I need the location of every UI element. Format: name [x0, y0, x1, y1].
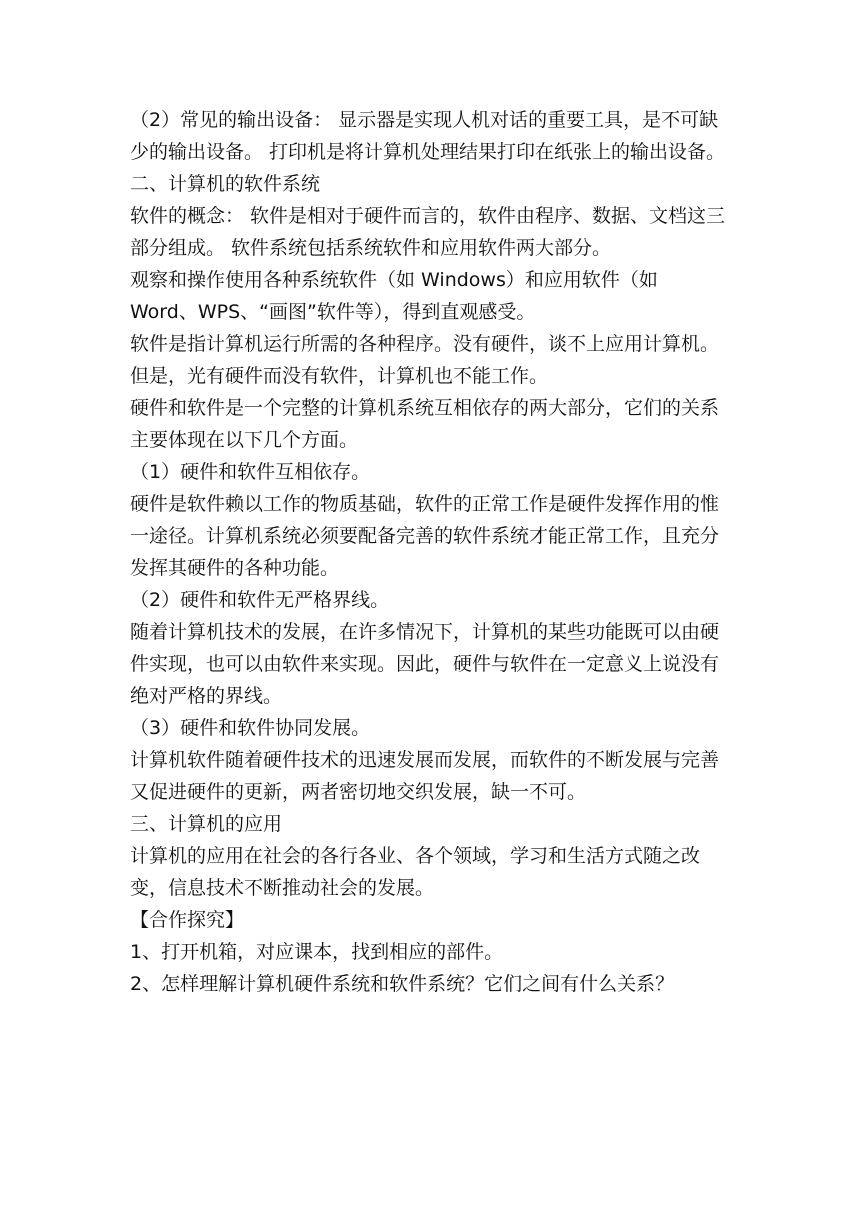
paragraph-software-definition: 软件是指计算机运行所需的各种程序。没有硬件，谈不上应用计算机。但是，光有硬件而没有软件，计算机也不能工作。 [130, 333, 720, 387]
paragraph-observe-software: 观察和操作使用各种系统软件（如 Windows）和应用软件（如 Word、WPS、“画图”软件等），得到直观感受。 [130, 269, 658, 323]
paragraph-co-development: 计算机软件随着硬件技术的迅速发展而发展，而软件的不断发展与完善又促进硬件的更新，两者密切地交织发展，缺一不可。 [130, 749, 720, 803]
heading-cooperative-inquiry: 【合作探究】 [130, 909, 245, 931]
paragraph-hardware-software-relation: 硬件和软件是一个完整的计算机系统互相依存的两大部分，它们的关系主要体现在以下几个方面。 [130, 397, 720, 451]
paragraph-output-devices: （2）常见的输出设备： 显示器是实现人机对话的重要工具，是不可缺少的输出设备。 打印机是将计算机处理结果打印在纸张上的输出设备。 [130, 109, 726, 163]
document-body [130, 104, 730, 1000]
subheading-co-development: （3）硬件和软件协同发展。 [130, 717, 371, 739]
paragraph-software-concept: 软件的概念： 软件是相对于硬件而言的，软件由程序、数据、文档这三部分组成。 软件系统包括系统软件和应用软件两大部分。 [130, 205, 726, 259]
heading-software-system: 二、计算机的软件系统 [130, 173, 321, 195]
heading-computer-applications: 三、计算机的应用 [130, 813, 283, 835]
subheading-no-strict-boundary: （2）硬件和软件无严格界线。 [130, 589, 390, 611]
task-item-1: 1、打开机箱，对应课本，找到相应的部件。 [130, 941, 504, 963]
subheading-interdependent: （1）硬件和软件互相依存。 [130, 461, 371, 483]
paragraph-computer-applications: 计算机的应用在社会的各行各业、各个领域，学习和生活方式随之改变，信息技术不断推动社会的发展。 [130, 845, 701, 899]
paragraph-no-strict-boundary: 随着计算机技术的发展，在许多情况下，计算机的某些功能既可以由硬件实现，也可以由软件来实现。因此，硬件与软件在一定意义上说没有绝对严格的界线。 [130, 621, 720, 707]
paragraph-interdependent: 硬件是软件赖以工作的物质基础，软件的正常工作是硬件发挥作用的惟一途径。计算机系统必须要配备完善的软件系统才能正常工作，且充分发挥其硬件的各种功能。 [130, 493, 720, 579]
task-item-2: 2、怎样理解计算机硬件系统和软件系统？它们之间有什么关系？ [130, 973, 675, 995]
